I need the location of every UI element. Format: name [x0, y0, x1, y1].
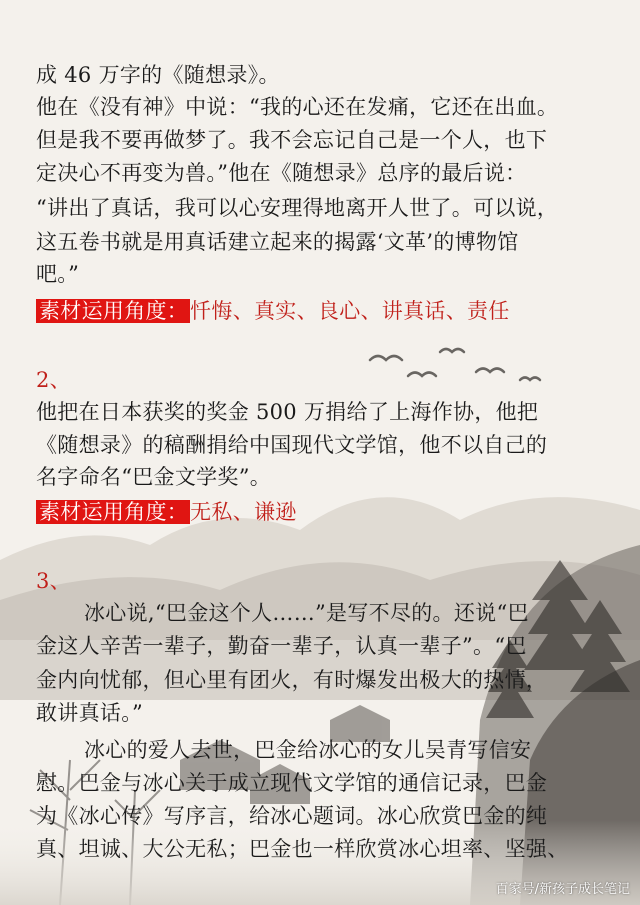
paragraph-line: 敢讲真话。”: [36, 701, 144, 725]
paragraph-line: 吧。”: [36, 262, 80, 286]
paragraph-line: 真、坦诚、大公无私；巴金也一样欣赏冰心坦率、坚强、: [36, 837, 569, 861]
paragraph-line: 这五卷书就是用真话建立起来的揭露‘文革’的博物馆: [36, 230, 519, 254]
section-number: 2、: [36, 368, 71, 392]
paragraph-line: 定决心不再变为兽。”他在《随想录》总序的最后说：: [36, 161, 527, 185]
material-angle-row: [36, 497, 297, 527]
material-angle-row: [36, 296, 510, 326]
watermark: 百家号/新孩子成长笔记: [495, 882, 630, 897]
paragraph-line: 名字命名“巴金文学奖”。: [36, 465, 272, 489]
material-angle-value: 无私、谦逊: [190, 500, 297, 524]
paragraph-line: 他把在日本获奖的奖金 500 万捐给了上海作协，他把: [36, 400, 539, 424]
paragraph-line: 但是我不要再做梦了。我不会忘记自己是一个人，也下: [36, 128, 548, 152]
paragraph-line: 他在《没有神》中说：“我的心还在发痛，它还在出血。: [36, 95, 559, 119]
paragraph-line: 《随想录》的稿酬捐给中国现代文学馆，他不以自己的: [36, 433, 548, 457]
paragraph-line: 金这人辛苦一辈子，勤奋一辈子，认真一辈子”。“巴: [36, 634, 527, 658]
material-angle-label: 素材运用角度：: [36, 500, 190, 524]
paragraph-line: 成 46 万字的《随想录》。: [36, 63, 280, 87]
paragraph-line: 冰心说,“巴金这个人……”是写不尽的。还说“巴: [84, 601, 529, 625]
material-angle-value: 忏悔、真实、良心、讲真话、责任: [190, 299, 510, 323]
paragraph-line: 为《冰心传》写序言，给冰心题词。冰心欣赏巴金的纯: [36, 804, 548, 828]
paragraph-line: 慰。巴金与冰心关于成立现代文学馆的通信记录，巴金: [36, 771, 548, 795]
paragraph-line: 冰心的爱人去世，巴金给冰心的女儿吴青写信安: [84, 738, 532, 762]
paragraph-line: “讲出了真话，我可以心安理得地离开人世了。可以说，: [36, 196, 559, 220]
material-angle-label: 素材运用角度：: [36, 299, 190, 323]
paragraph-line: 金内向忧郁，但心里有团火，有时爆发出极大的热情，: [36, 668, 548, 692]
section-number: 3、: [36, 569, 71, 593]
